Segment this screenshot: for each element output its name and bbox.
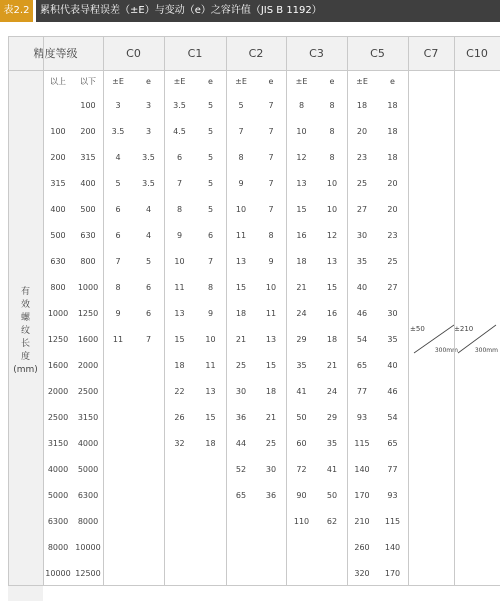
c2-e-cell: 15: [265, 360, 277, 370]
col-e-plus-minus-header: ±E: [235, 76, 247, 86]
c3-e-plus-minus-cell: 12: [296, 152, 307, 162]
side-label-char: 螺: [20, 313, 30, 323]
c2-e-plus-minus-cell: 9: [238, 178, 244, 188]
c10-denominator: 300mm: [474, 347, 498, 354]
c1-e-plus-minus-cell: 9: [176, 230, 183, 240]
c0-e-plus-minus-cell: [103, 482, 133, 508]
c0-e-plus-minus-cell: 6: [115, 230, 121, 240]
c2-e-plus-minus-cell: [226, 560, 256, 586]
c0-e-cell: [133, 456, 164, 482]
range-above-cell: 3150: [47, 438, 69, 448]
c3-e-plus-minus-cell: 60: [296, 438, 307, 448]
grid-vline: [347, 36, 348, 586]
c0-e-plus-minus-cell: 3.5: [111, 126, 125, 136]
c10-numerator: ±210: [454, 325, 474, 333]
range-below-cell: 315: [80, 152, 96, 162]
c1-e-cell: [195, 456, 226, 482]
c5-e-plus-minus-cell: 260: [354, 542, 370, 552]
c1-e-cell: 7: [207, 256, 214, 266]
c0-e-cell: [133, 352, 164, 378]
range-below-cell: 100: [80, 100, 96, 110]
c2-e-plus-minus-cell: 36: [235, 412, 247, 422]
c5-e-plus-minus-cell: 54: [356, 334, 368, 344]
c2-e-plus-minus-cell: 25: [235, 360, 247, 370]
range-above-cell: 315: [50, 178, 66, 188]
c5-e-cell: 20: [387, 204, 398, 214]
c3-e-cell: 50: [326, 490, 338, 500]
c3-e-cell: 8: [329, 100, 335, 110]
range-below-cell: 630: [80, 230, 96, 240]
c2-e-cell: 21: [265, 412, 277, 422]
c3-e-cell: 8: [329, 126, 335, 136]
c2-e-plus-minus-cell: 7: [238, 126, 244, 136]
c5-e-cell: 54: [387, 412, 398, 422]
class-header-c3: C3: [309, 46, 324, 60]
col-e-plus-minus-header: ±E: [356, 76, 368, 86]
c5-e-cell: 18: [387, 126, 398, 136]
c7-tolerance-fraction: [410, 324, 458, 354]
c1-e-plus-minus-cell: 15: [174, 334, 185, 344]
c0-e-plus-minus-cell: [103, 456, 133, 482]
c3-e-plus-minus-cell: 16: [296, 230, 307, 240]
range-below-cell: 3150: [77, 412, 99, 422]
c2-e-plus-minus-cell: 30: [235, 386, 247, 396]
c3-e-cell: 8: [329, 152, 335, 162]
c0-e-cell: 6: [145, 282, 152, 292]
c2-e-plus-minus-cell: 5: [238, 100, 244, 110]
range-above-cell: 100: [50, 126, 66, 136]
c2-e-plus-minus-cell: 15: [235, 282, 247, 292]
side-label-char: 有: [20, 287, 30, 297]
range-above-cell: 500: [50, 230, 66, 240]
side-label-char: (mm): [13, 365, 38, 375]
col-e-header: e: [329, 76, 335, 86]
c3-e-cell: 35: [326, 438, 338, 448]
table-title-bar: [0, 0, 500, 22]
c2-e-cell: 11: [265, 308, 277, 318]
c3-e-plus-minus-cell: 41: [296, 386, 307, 396]
col-e-header: e: [390, 76, 395, 86]
c5-e-cell: 27: [387, 282, 398, 292]
range-below-cell: 500: [80, 204, 96, 214]
c5-e-cell: 25: [387, 256, 398, 266]
c3-e-plus-minus-cell: 24: [296, 308, 307, 318]
c2-e-cell: 36: [265, 490, 277, 500]
c1-e-plus-minus-cell: [164, 456, 195, 482]
c0-e-cell: [133, 404, 164, 430]
c0-e-cell: [133, 430, 164, 456]
c3-e-cell: 12: [326, 230, 338, 240]
c2-e-plus-minus-cell: 52: [235, 464, 247, 474]
c0-e-plus-minus-cell: 11: [112, 334, 124, 344]
c2-e-plus-minus-cell: 65: [235, 490, 247, 500]
c5-e-plus-minus-cell: 93: [356, 412, 368, 422]
range-below-cell: 1600: [77, 334, 99, 344]
c1-e-cell: 9: [207, 308, 214, 318]
c3-e-cell: 62: [326, 516, 338, 526]
c1-e-cell: [195, 482, 226, 508]
c2-e-cell: 30: [265, 464, 277, 474]
c5-e-plus-minus-cell: 18: [356, 100, 368, 110]
range-above-cell: 800: [50, 282, 66, 292]
c2-e-cell: 7: [268, 100, 274, 110]
c2-e-cell: 9: [268, 256, 274, 266]
c5-e-plus-minus-cell: 170: [354, 490, 370, 500]
c3-e-plus-minus-cell: 8: [298, 100, 305, 110]
class-header-c0: C0: [126, 46, 141, 60]
c2-e-cell: 13: [265, 334, 277, 344]
range-below-cell: 1250: [77, 308, 99, 318]
c5-e-cell: 18: [387, 152, 398, 162]
c3-e-cell: [317, 560, 347, 586]
c1-e-plus-minus-cell: [164, 508, 195, 534]
side-label-char: 度: [20, 352, 30, 362]
c0-e-plus-minus-cell: 3: [115, 100, 121, 110]
range-above-cell: 10000: [45, 568, 71, 578]
grid-vline: [226, 36, 227, 586]
range-below-cell: 12500: [75, 568, 101, 578]
c0-e-plus-minus-cell: [103, 560, 133, 586]
grid-vline: [103, 36, 104, 586]
col-e-plus-minus-header: ±E: [112, 76, 124, 86]
col-e-header: e: [208, 76, 213, 86]
c3-e-plus-minus-cell: 13: [296, 178, 307, 188]
table-title: 累积代表导程误差（±E）与变动（e）之容许值（JIS B 1192）: [36, 0, 500, 22]
range-above-cell: 200: [50, 152, 66, 162]
range-above-cell: 400: [50, 204, 66, 214]
class-header-c7: C7: [423, 46, 439, 60]
range-below-cell: 400: [80, 178, 96, 188]
c5-e-plus-minus-cell: 320: [354, 568, 370, 578]
c5-e-plus-minus-cell: 20: [356, 126, 368, 136]
c5-e-plus-minus-cell: 46: [356, 308, 368, 318]
side-label-char: 纹: [20, 326, 30, 336]
col-e-plus-minus-header: ±E: [295, 76, 308, 86]
c2-e-plus-minus-cell: 10: [235, 204, 247, 214]
c2-e-plus-minus-cell: 11: [235, 230, 247, 240]
c0-e-plus-minus-cell: [103, 508, 133, 534]
c3-e-cell: 10: [326, 178, 338, 188]
c1-e-plus-minus-cell: 7: [176, 178, 183, 188]
grid-hline: [8, 36, 500, 37]
c0-e-plus-minus-cell: [103, 430, 133, 456]
c10-tolerance-fraction: [454, 324, 498, 354]
c1-e-cell: 8: [207, 282, 214, 292]
c0-e-plus-minus-cell: [103, 534, 133, 560]
c3-e-cell: 10: [326, 204, 338, 214]
c5-e-cell: 18: [387, 100, 398, 110]
c0-e-cell: 4: [145, 230, 152, 240]
col-e-header: e: [146, 76, 151, 86]
c1-e-plus-minus-cell: 8: [176, 204, 183, 214]
c1-e-plus-minus-cell: 4.5: [173, 126, 186, 136]
c1-e-cell: [195, 534, 226, 560]
range-below-cell: 800: [80, 256, 96, 266]
c1-e-plus-minus-cell: 26: [174, 412, 185, 422]
c1-e-cell: 6: [207, 230, 214, 240]
c2-e-plus-minus-cell: 8: [238, 152, 244, 162]
range-below-header: 以下: [80, 76, 96, 86]
c1-e-cell: 10: [205, 334, 216, 344]
range-above-cell: 8000: [47, 542, 69, 552]
c5-e-plus-minus-cell: 65: [356, 360, 368, 370]
range-above-cell: 1250: [47, 334, 69, 344]
c0-e-cell: [133, 482, 164, 508]
c0-e-cell: 3.5: [142, 152, 155, 162]
c2-e-cell: 7: [268, 126, 274, 136]
c1-e-cell: 5: [207, 152, 214, 162]
c1-e-plus-minus-cell: 3.5: [173, 100, 186, 110]
grid-vline: [164, 36, 165, 586]
c5-e-cell: 77: [387, 464, 398, 474]
c3-e-plus-minus-cell: 18: [296, 256, 307, 266]
c3-e-cell: 18: [326, 334, 338, 344]
c0-e-plus-minus-cell: 4: [115, 152, 121, 162]
c1-e-cell: 5: [207, 126, 214, 136]
c3-e-plus-minus-cell: 90: [296, 490, 307, 500]
c1-e-cell: 13: [205, 386, 216, 396]
c5-e-cell: 170: [384, 568, 401, 578]
c0-e-plus-minus-cell: 8: [115, 282, 121, 292]
c3-e-cell: 21: [326, 360, 338, 370]
c1-e-plus-minus-cell: 18: [174, 360, 185, 370]
c5-e-plus-minus-cell: 77: [356, 386, 368, 396]
table-number-tag: 表2.2: [0, 0, 33, 22]
c1-e-plus-minus-cell: 32: [174, 438, 185, 448]
c0-e-cell: 3: [145, 100, 152, 110]
c1-e-plus-minus-cell: 6: [176, 152, 183, 162]
c2-e-cell: [256, 534, 286, 560]
grid-vline: [454, 36, 455, 586]
c7-numerator: ±50: [410, 325, 425, 333]
range-below-cell: 10000: [75, 542, 101, 552]
side-label-char: 长: [20, 339, 30, 349]
c5-e-cell: 20: [387, 178, 398, 188]
c0-e-cell: 5: [145, 256, 152, 266]
c0-e-cell: [133, 534, 164, 560]
c0-e-cell: [133, 560, 164, 586]
c5-e-plus-minus-cell: 40: [356, 282, 368, 292]
c5-e-cell: 115: [384, 516, 401, 526]
c2-e-plus-minus-cell: 44: [235, 438, 247, 448]
c1-e-plus-minus-cell: 11: [174, 282, 185, 292]
range-below-cell: 2500: [77, 386, 99, 396]
range-below-cell: 6300: [77, 490, 99, 500]
c5-e-plus-minus-cell: 140: [354, 464, 370, 474]
c5-e-cell: 23: [387, 230, 398, 240]
c1-e-cell: 15: [205, 412, 216, 422]
range-above-cell: 1000: [47, 308, 69, 318]
c3-e-plus-minus-cell: 50: [296, 412, 307, 422]
c1-e-cell: 11: [205, 360, 216, 370]
c0-e-cell: [133, 378, 164, 404]
c3-e-cell: 29: [326, 412, 338, 422]
c1-e-cell: 5: [207, 178, 214, 188]
range-below-cell: 4000: [77, 438, 99, 448]
c1-e-plus-minus-cell: [164, 482, 195, 508]
c1-e-plus-minus-cell: 10: [174, 256, 185, 266]
c0-e-plus-minus-cell: [103, 352, 133, 378]
c1-e-cell: 18: [205, 438, 216, 448]
tolerance-table: [8, 36, 500, 601]
range-above-header: 以上: [50, 76, 66, 86]
c3-e-plus-minus-cell: 21: [296, 282, 307, 292]
c3-e-plus-minus-cell: 35: [296, 360, 307, 370]
c5-e-plus-minus-cell: 30: [356, 230, 368, 240]
c1-e-plus-minus-cell: 22: [174, 386, 185, 396]
c5-e-cell: 35: [387, 334, 398, 344]
c3-e-plus-minus-cell: 29: [296, 334, 307, 344]
c3-e-plus-minus-cell: [286, 560, 317, 586]
c3-e-cell: 41: [326, 464, 338, 474]
grade-header: 精度等级: [33, 47, 78, 60]
c1-e-plus-minus-cell: [164, 534, 195, 560]
c2-e-cell: 18: [265, 386, 277, 396]
range-above-cell: 6300: [47, 516, 69, 526]
c2-e-plus-minus-cell: 18: [235, 308, 247, 318]
c3-e-plus-minus-cell: [286, 534, 317, 560]
c0-e-plus-minus-cell: 5: [115, 178, 121, 188]
c2-e-cell: 25: [265, 438, 277, 448]
c1-e-plus-minus-cell: 13: [174, 308, 185, 318]
range-below-cell: 8000: [77, 516, 99, 526]
c5-e-cell: 30: [387, 308, 398, 318]
col-e-plus-minus-header: ±E: [173, 76, 186, 86]
c3-e-plus-minus-cell: 110: [293, 516, 310, 526]
c5-e-plus-minus-cell: 115: [354, 438, 370, 448]
c3-e-cell: 16: [326, 308, 338, 318]
c0-e-plus-minus-cell: 9: [115, 308, 121, 318]
c0-e-cell: [133, 508, 164, 534]
c3-e-plus-minus-cell: 72: [296, 464, 307, 474]
c2-e-cell: 7: [268, 152, 274, 162]
c5-e-cell: 140: [384, 542, 401, 552]
c0-e-plus-minus-cell: 6: [115, 204, 121, 214]
class-header-c5: C5: [370, 46, 385, 60]
grid-vline: [43, 36, 44, 586]
c3-e-cell: [317, 534, 347, 560]
c2-e-cell: [256, 560, 286, 586]
c5-e-plus-minus-cell: 23: [356, 152, 368, 162]
range-above-cell: 630: [50, 256, 66, 266]
grid-hline: [8, 70, 500, 71]
c1-e-cell: [195, 508, 226, 534]
c1-e-cell: [195, 560, 226, 586]
c0-e-cell: 3: [145, 126, 152, 136]
c0-e-cell: 7: [145, 334, 152, 344]
c5-e-cell: 46: [387, 386, 398, 396]
c5-e-plus-minus-cell: 27: [356, 204, 368, 214]
range-above-cell: 5000: [47, 490, 69, 500]
grid-vline: [8, 36, 9, 586]
c2-e-cell: [256, 508, 286, 534]
class-header-c10: C10: [466, 46, 488, 60]
class-header-c2: C2: [248, 46, 264, 60]
c2-e-cell: 8: [268, 230, 274, 240]
c0-e-cell: 3.5: [142, 178, 155, 188]
c5-e-plus-minus-cell: 210: [354, 516, 370, 526]
c1-e-cell: 5: [207, 204, 214, 214]
c0-e-cell: 6: [145, 308, 152, 318]
c3-e-cell: 24: [326, 386, 338, 396]
range-below-cell: 2000: [77, 360, 99, 370]
range-above-cell: 4000: [47, 464, 69, 474]
c2-e-cell: 7: [268, 204, 274, 214]
thread-length-label: [8, 286, 43, 377]
c3-e-cell: 15: [326, 282, 338, 292]
c5-e-cell: 40: [387, 360, 398, 370]
c2-e-cell: 7: [268, 178, 274, 188]
c0-e-plus-minus-cell: 7: [115, 256, 121, 266]
c3-e-plus-minus-cell: 15: [296, 204, 307, 214]
grid-hline-bottom: [8, 585, 500, 586]
c2-e-cell: 10: [265, 282, 277, 292]
c1-e-plus-minus-cell: [164, 560, 195, 586]
grid-vline: [286, 36, 287, 586]
c0-e-cell: 4: [145, 204, 152, 214]
c2-e-plus-minus-cell: [226, 534, 256, 560]
range-below-cell: 5000: [77, 464, 99, 474]
c1-e-cell: 5: [207, 100, 214, 110]
c5-e-cell: 93: [387, 490, 398, 500]
c2-e-plus-minus-cell: [226, 508, 256, 534]
c7-denominator: 300mm: [434, 347, 458, 354]
range-above-cell: [43, 92, 73, 118]
c2-e-plus-minus-cell: 13: [235, 256, 247, 266]
c5-e-plus-minus-cell: 25: [356, 178, 368, 188]
class-header-c1: C1: [187, 46, 203, 60]
c0-e-plus-minus-cell: [103, 404, 133, 430]
c3-e-plus-minus-cell: 10: [296, 126, 307, 136]
c3-e-cell: 13: [326, 256, 338, 266]
range-below-cell: 1000: [77, 282, 99, 292]
c2-e-plus-minus-cell: 21: [235, 334, 247, 344]
c5-e-cell: 65: [387, 438, 398, 448]
range-above-cell: 1600: [47, 360, 69, 370]
range-below-cell: 200: [80, 126, 96, 136]
c5-e-plus-minus-cell: 35: [356, 256, 368, 266]
range-above-cell: 2500: [47, 412, 69, 422]
grid-vline: [408, 36, 409, 586]
c0-e-plus-minus-cell: [103, 378, 133, 404]
range-above-cell: 2000: [47, 386, 69, 396]
side-label-char: 效: [20, 300, 30, 310]
col-e-header: e: [268, 76, 274, 86]
